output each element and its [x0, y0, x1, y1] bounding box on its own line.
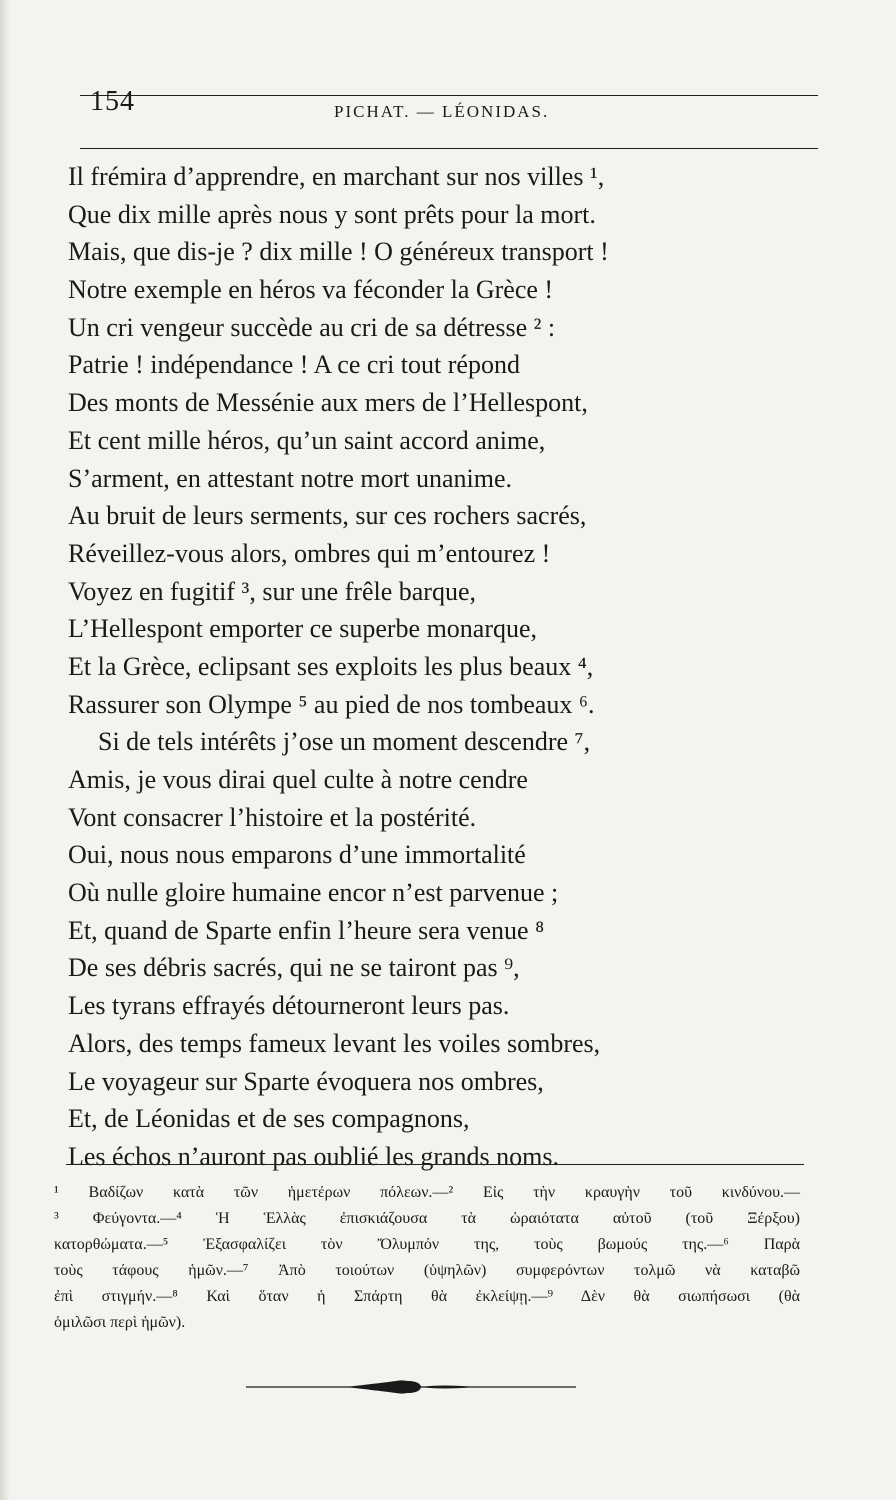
footnote-line: ἐπὶ στιγμήν.—⁸ Καὶ ὅταν ἡ Σπάρτη θὰ ἐκλείψῃ.—⁹ Δὲν θὰ σιωπήσωσι (θὰ [54, 1288, 800, 1305]
verse-line: Les échos n’auront pas oublié les grands noms. [68, 1141, 560, 1171]
poem [68, 158, 768, 1176]
verse-line: Que dix mille après nous y sont prêts pour la mort. [68, 199, 596, 229]
verse-line: Patrie ! indépendance ! A ce cri tout répond [68, 350, 520, 380]
running-head [84, 80, 818, 120]
verse-line: Rassurer son Olympe ⁵ au pied de nos tombeaux ⁶. [68, 689, 595, 719]
footnotes [54, 1180, 800, 1336]
verse-line-indented: Si de tels intérêts j’ose un moment descendre ⁷, [98, 727, 591, 757]
verse-line: Des monts de Messénie aux mers de l’Hellespont, [68, 388, 588, 418]
verse-line: De ses débris sacrés, qui ne se tairont pas ⁹, [68, 953, 520, 983]
running-title: PICHAT. — LÉONIDAS. [334, 102, 550, 121]
verse-line: Mais, que dis-je ? dix mille ! O généreux transport ! [68, 237, 609, 267]
verse-line: Amis, je vous dirai quel culte à notre cendre [68, 765, 528, 794]
verse-line: L’Hellespont emporter ce superbe monarque, [68, 614, 538, 644]
verse-line: Et la Grèce, eclipsant ses exploits les plus beaux ⁴, [68, 651, 594, 681]
footnote-line: ³ Φεύγοντα.—⁴ Ἡ Ἑλλὰς ἐπισκιάζουσα τὰ ὡραιότατα αὐτοῦ (τοῦ Ξέρξου) [54, 1210, 800, 1227]
verse-line: Alors, des temps fameux levant les voiles sombres, [68, 1028, 601, 1058]
verse-line: S’arment, en attestant notre mort unanime. [68, 463, 513, 493]
footnote-line: κατορθώματα.—⁵ Ἐξασφαλίζει τὸν Ὄλυμπόν της, τοὺς βωμούς της.—⁶ Παρὰ [54, 1236, 800, 1253]
verse-line: Il frémira d’apprendre, en marchant sur nos villes ¹, [68, 162, 605, 191]
verse-line: Et cent mille héros, qu’un saint accord anime, [68, 425, 546, 455]
verse-line: Les tyrans effrayés détourneront leurs pas. [68, 991, 510, 1021]
verse-line: Au bruit de leurs serments, sur ces rochers sacrés, [68, 501, 587, 531]
footnote-line: τοὺς τάφους ἡμῶν.—⁷ Ἀπὸ τοιούτων (ὑψηλῶν) συμφερόντων τολμῶ νὰ καταβῶ [54, 1262, 800, 1279]
verse-line: Et, de Léonidas et de ses compagnons, [68, 1104, 470, 1134]
verse-line: Un cri vengeur succède au cri de sa détresse ² : [68, 312, 556, 342]
tail-piece-ornament-icon [246, 1372, 576, 1402]
header-rule [80, 148, 818, 149]
footnote-rule [66, 1164, 804, 1165]
verse-line: Oui, nous nous emparons d’une immortalité [68, 840, 526, 870]
verse-line: Réveillez-vous alors, ombres qui m’entourez ! [68, 538, 551, 568]
verse-line: Le voyageur sur Sparte évoquera nos ombres, [68, 1066, 544, 1096]
verse-line: Voyez en fugitif ³, sur une frêle barque, [68, 576, 477, 606]
verse-line: Où nulle gloire humaine encor n’est parvenue ; [68, 878, 559, 908]
footnote-line: ὁμιλῶσι περὶ ἡμῶν). [54, 1314, 186, 1331]
page-number: 154 [90, 86, 135, 117]
verse-line: Vont consacrer l’histoire et la postérité. [68, 802, 477, 832]
scan-edge-shadow [0, 0, 10, 1500]
footnote-line: ¹ Βαδίζων κατὰ τῶν ἡμετέρων πόλεων.—² Εἰς τὴν κραυγὴν τοῦ κινδύνου.— [54, 1184, 800, 1201]
verse-line: Notre exemple en héros va féconder la Grèce ! [68, 275, 554, 305]
verse-line: Et, quand de Sparte enfin l’heure sera venue ⁸ [68, 915, 545, 945]
